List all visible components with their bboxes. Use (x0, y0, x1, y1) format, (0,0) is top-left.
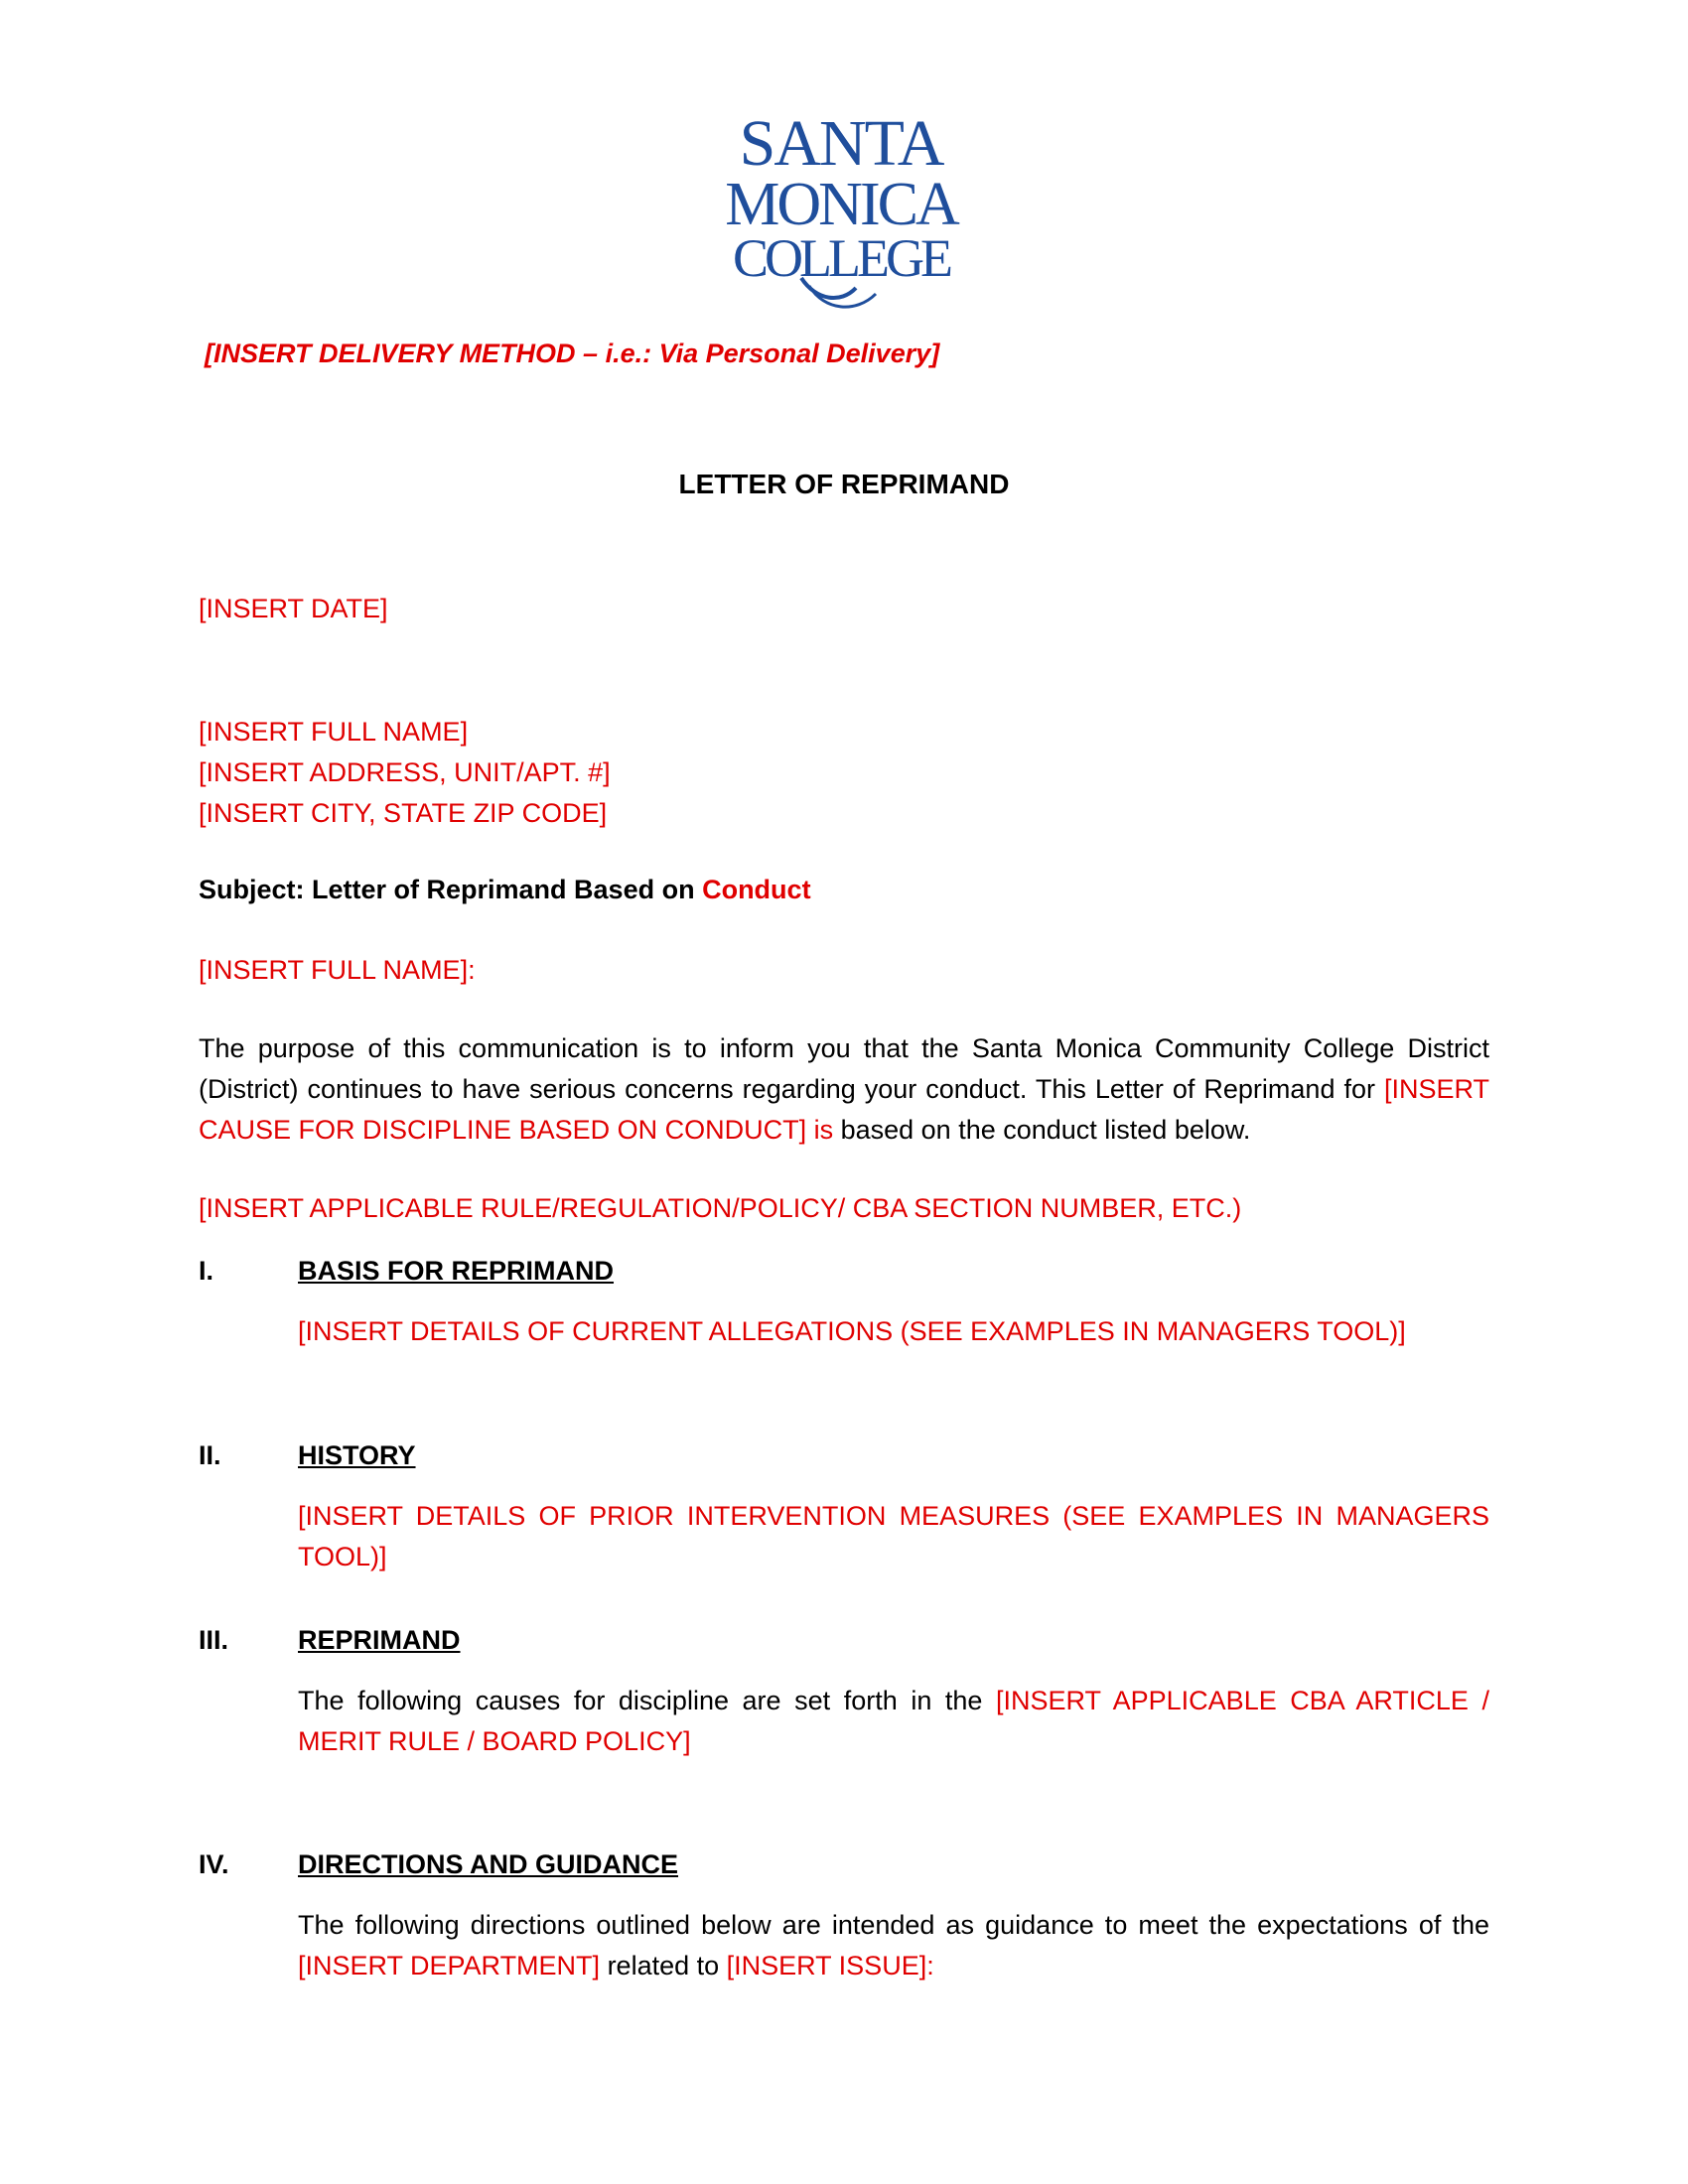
section-body-basis: [INSERT DETAILS OF CURRENT ALLEGATIONS (SEE EXAMPLES IN MANAGERS TOOL)] (298, 1316, 1406, 1346)
section-heading-reprimand: REPRIMAND (298, 1625, 461, 1655)
purpose-text-1: The purpose of this communication is to inform you that the Santa Monica Community College District (District) continues to have serious concerns regarding your conduct. This Letter of Reprimand for (199, 1033, 1489, 1104)
subject-prefix: Subject: Letter of Reprimand Based on (199, 875, 703, 904)
subject-line (199, 870, 811, 909)
directions-text-1: The following directions outlined below are intended as guidance to meet the expectations of the (298, 1910, 1489, 1940)
recipient-name: [INSERT FULL NAME] (199, 717, 469, 747)
recipient-address (199, 712, 611, 834)
directions-placeholder-issue: [INSERT ISSUE]: (726, 1951, 934, 1980)
applicable-rule-line: [INSERT APPLICABLE RULE/REGULATION/POLICY/ CBA SECTION NUMBER, ETC.) (199, 1193, 1242, 1223)
section-number-1: I. (199, 1256, 214, 1286)
recipient-street: [INSERT ADDRESS, UNIT/APT. #] (199, 757, 611, 787)
document-title: LETTER OF REPRIMAND (678, 469, 1010, 499)
section-body-reprimand (298, 1681, 1489, 1762)
section-body-directions (298, 1905, 1489, 1986)
directions-placeholder-department: [INSERT DEPARTMENT] (298, 1951, 601, 1980)
logo-line-monica: MONICA (725, 171, 957, 238)
delivery-method: [INSERT DELIVERY METHOD – i.e.: Via Personal Delivery] (205, 339, 940, 368)
section-body-history: [INSERT DETAILS OF PRIOR INTERVENTION MEASURES (SEE EXAMPLES IN MANAGERS TOOL)] (298, 1501, 1489, 1571)
directions-text-2: related to (600, 1951, 727, 1980)
santa-monica-college-logo (707, 107, 975, 316)
section-heading-history: HISTORY (298, 1440, 416, 1470)
section-number-2: II. (199, 1440, 221, 1470)
section-heading-basis: BASIS FOR REPRIMAND (298, 1256, 615, 1286)
section-number-4: IV. (199, 1849, 229, 1879)
purpose-paragraph (199, 1028, 1489, 1151)
purpose-text-2: based on the conduct listed below. (833, 1115, 1251, 1145)
logo-line-college: COLLEGE (733, 228, 949, 288)
section-heading-directions: DIRECTIONS AND GUIDANCE (298, 1849, 679, 1879)
letter-date: [INSERT DATE] (199, 594, 388, 623)
reprimand-text: The following causes for discipline are set forth in the (298, 1686, 997, 1715)
purpose-placeholder: [INSERT CAUSE FOR DISCIPLINE BASED ON CONDUCT] is (199, 1074, 1489, 1145)
section-number-3: III. (199, 1625, 229, 1655)
recipient-city: [INSERT CITY, STATE ZIP CODE] (199, 798, 608, 828)
salutation: [INSERT FULL NAME]: (199, 955, 476, 985)
reprimand-placeholder: [INSERT APPLICABLE CBA ARTICLE / MERIT RULE / BOARD POLICY] (298, 1686, 1489, 1756)
subject-highlight: Conduct (702, 875, 811, 904)
logo-line-santa: SANTA (739, 107, 943, 180)
